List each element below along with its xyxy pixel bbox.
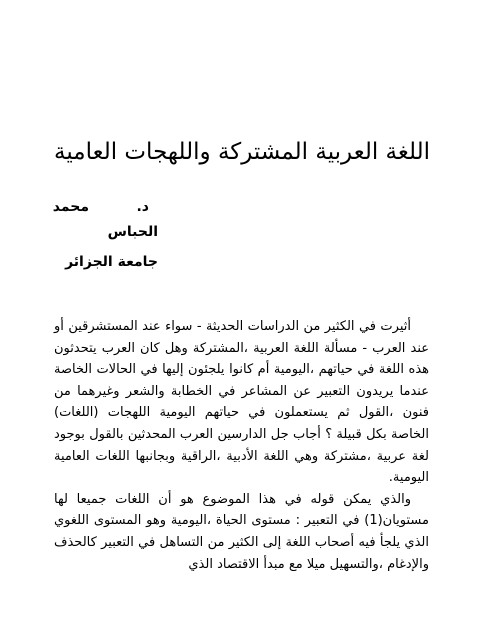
author-last-name: الحباس bbox=[107, 224, 158, 240]
body-paragraph-2: والذي يمكن قوله في هذا الموضوع هو أن اللغات جميعا لها مستويان(1) في التعبير : مستوى الحياة ،اليومية وهو المستوى اللغوي الذي يلجأ فيه أصحاب اللغة إلى الكثير من التساهل في التعبير كالحذف والإدغام ،والتسهيل ميلا مع مبدأ الاقتصاد الذي bbox=[54, 491, 429, 572]
author-title: د. bbox=[136, 199, 149, 215]
body-paragraph-1: أثيرت في الكثير من الدراسات الحديثة - سواء عند المستشرقين أو عند العرب - مسألة اللغة العربية ،المشتركة وهل كان العرب يتحدثون هذه اللغة في حياتهم ،اليومية أم كانوا يلجئون إليها في الحالات الخاصة عندما يريدون التعبير عن المشاعر في الخطابة والشعر وغيرهما من فنون ،القول ثم يستعملون في حياتهم اليومية اللهجات (اللغات) الخاصة بكل قبيلة ؟ أجاب جل الدارسين العرب المحدثين بالقول بوجود لغة عربية ،مشتركة وهي اللغة الأدبية ،الراقية وبجانبها اللغات العامية اليومية. bbox=[54, 319, 429, 486]
document-title: اللغة العربية المشتركة واللهجات العامية bbox=[54, 139, 430, 165]
document-body bbox=[54, 316, 429, 575]
author-affiliation: جامعة الجزائر bbox=[65, 254, 158, 270]
author-first-name: محمد bbox=[52, 199, 89, 215]
